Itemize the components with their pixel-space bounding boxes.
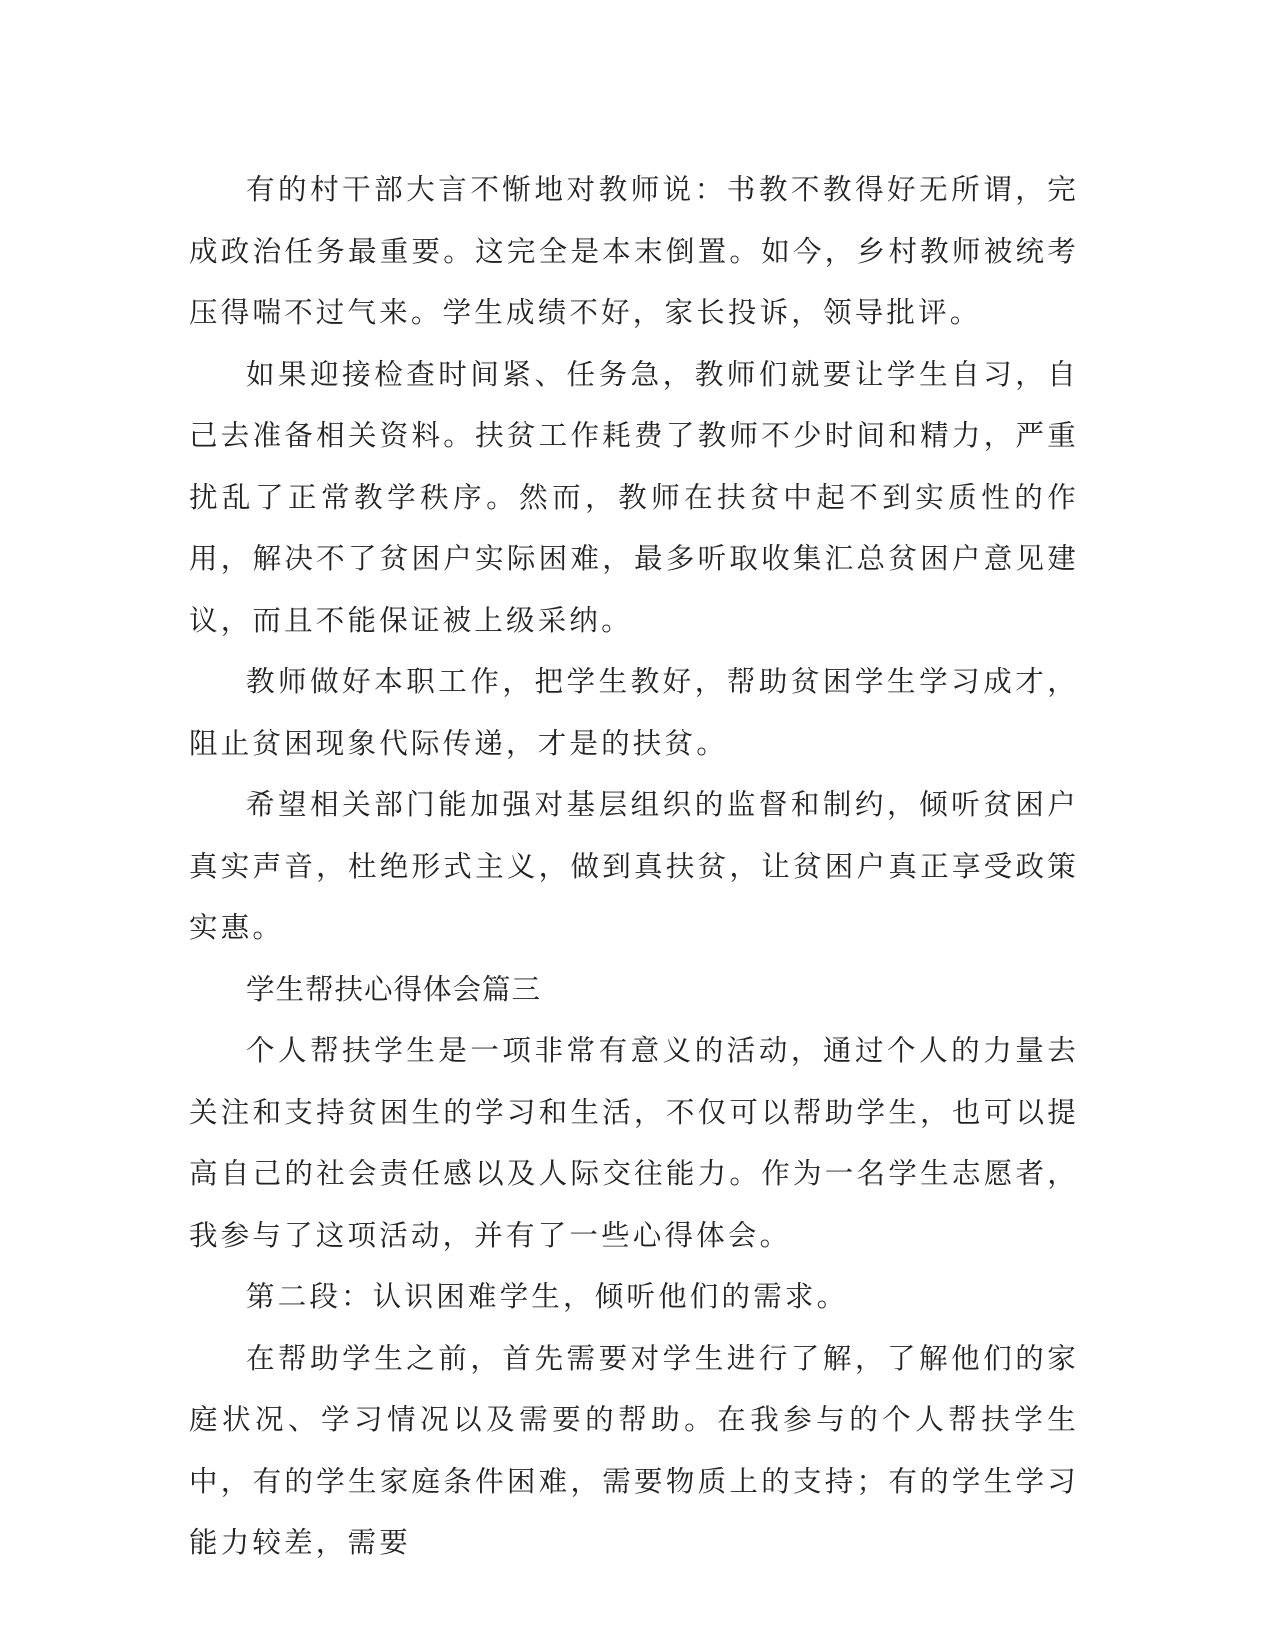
- paragraph-6: 在帮助学生之前，首先需要对学生进行了解，了解他们的家庭状况、学习情况以及需要的帮助。在我参与的个人帮扶学生中，有的学生家庭条件困难，需要物质上的支持；有的学生学习能力较差，需要: [189, 1341, 1079, 1559]
- paragraph-2: 如果迎接检查时间紧、任务急，教师们就要让学生自习，自己去准备相关资料。扶贫工作耗费了教师不少时间和精力，严重扰乱了正常教学秩序。然而，教师在扶贫中起不到实质性的作用，解决不了贫困户实际困难，最多听取收集汇总贫困户意见建议，而且不能保证被上级采纳。: [189, 357, 1079, 637]
- paragraph-5: 个人帮扶学生是一项非常有意义的活动，通过个人的力量去关注和支持贫困生的学习和生活，不仅可以帮助学生，也可以提高自己的社会责任感以及人际交往能力。作为一名学生志愿者，我参与了这项活动，并有了一些心得体会。: [189, 1034, 1079, 1252]
- paragraph-1: 有的村干部大言不惭地对教师说：书教不教得好无所谓，完成政治任务最重要。这完全是本末倒置。如今，乡村教师被统考压得喘不过气来。学生成绩不好，家长投诉，领导批评。: [189, 173, 1079, 329]
- paragraph-4: 希望相关部门能加强对基层组织的监督和制约，倾听贫困户真实声音，杜绝形式主义，做到真扶贫，让贫困户真正享受政策实惠。: [189, 788, 1079, 944]
- document-body: [189, 159, 1079, 1574]
- paragraph-3: 教师做好本职工作，把学生教好，帮助贫困学生学习成才，阻止贫困现象代际传递，才是的扶贫。: [189, 665, 1079, 760]
- subsection-heading: 第二段：认识困难学生，倾听他们的需求。: [246, 1280, 849, 1313]
- section-heading: 学生帮扶心得体会篇三: [246, 972, 542, 1006]
